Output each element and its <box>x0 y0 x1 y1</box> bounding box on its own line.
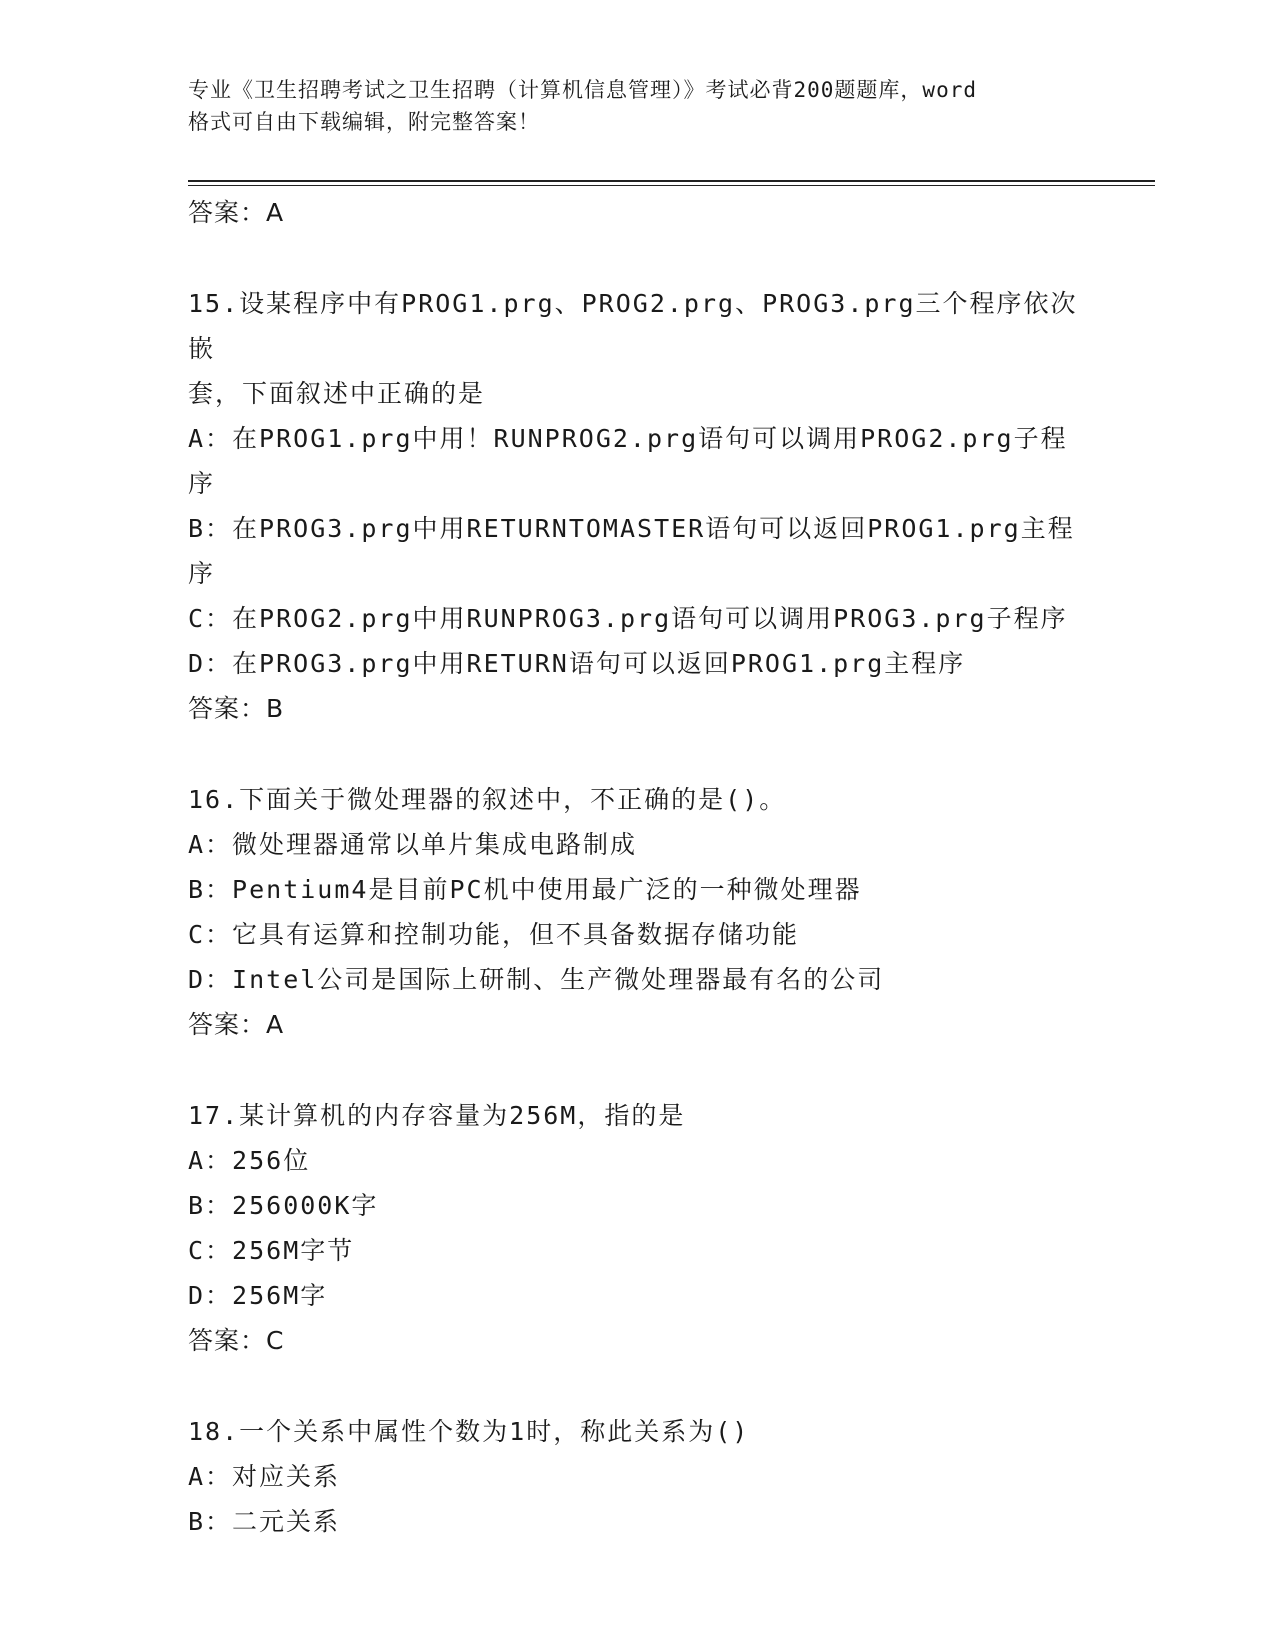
option-a: A：在PROG1.prg中用！RUNPROG2.prg语句可以调用PROG2.prg子程序 <box>188 424 1068 498</box>
option-d: D：Intel公司是国际上研制、生产微处理器最有名的公司 <box>188 965 885 994</box>
question-stem: 15.设某程序中有PROG1.prg、PROG2.prg、PROG3.prg三个程序依次嵌 <box>188 289 1078 363</box>
question-stem: 18.一个关系中属性个数为1时，称此关系为() <box>188 1417 750 1446</box>
option-a: A：256位 <box>188 1146 311 1175</box>
question-stem: 17.某计算机的内存容量为256M，指的是 <box>188 1101 686 1130</box>
question-stem-continued: 套，下面叙述中正确的是 <box>188 379 486 408</box>
header-line-1: 专业《卫生招聘考试之卫生招聘（计算机信息管理）》考试必背200题题库，word <box>188 78 977 102</box>
option-c: C：256M字节 <box>188 1236 355 1265</box>
header-line-2: 格式可自由下载编辑，附完整答案！ <box>188 110 540 134</box>
option-b: B：256000K字 <box>188 1191 379 1220</box>
document-header <box>188 74 1088 138</box>
question-18 <box>188 1409 1088 1544</box>
option-b: B：二元关系 <box>188 1507 341 1536</box>
header-divider <box>188 180 1155 186</box>
option-a: A：微处理器通常以单片集成电路制成 <box>188 830 638 859</box>
answer-line: 答案：C <box>188 1326 285 1355</box>
answer-line: 答案：A <box>188 1010 285 1039</box>
answer-line: 答案：A <box>188 198 285 227</box>
option-b-continued: 序 <box>188 559 216 588</box>
option-d: D：在PROG3.prg中用RETURN语句可以返回PROG1.prg主程序 <box>188 649 966 678</box>
option-c: C：在PROG2.prg中用RUNPROG3.prg语句可以调用PROG3.prg子程序 <box>188 604 1068 633</box>
option-c: C：它具有运算和控制功能，但不具备数据存储功能 <box>188 920 800 949</box>
question-17 <box>188 1093 1088 1363</box>
document-body <box>188 190 1088 1544</box>
question-stem: 16.下面关于微处理器的叙述中，不正确的是()。 <box>188 785 787 814</box>
answer-line: 答案：B <box>188 694 285 723</box>
option-b: B：Pentium4是目前PC机中使用最广泛的一种微处理器 <box>188 875 862 904</box>
option-b: B：在PROG3.prg中用RETURNTOMASTER语句可以返回PROG1.prg主程 <box>188 514 1075 543</box>
option-d: D：256M字 <box>188 1281 328 1310</box>
option-a: A：对应关系 <box>188 1462 341 1491</box>
question-15 <box>188 281 1088 731</box>
question-16 <box>188 777 1088 1047</box>
